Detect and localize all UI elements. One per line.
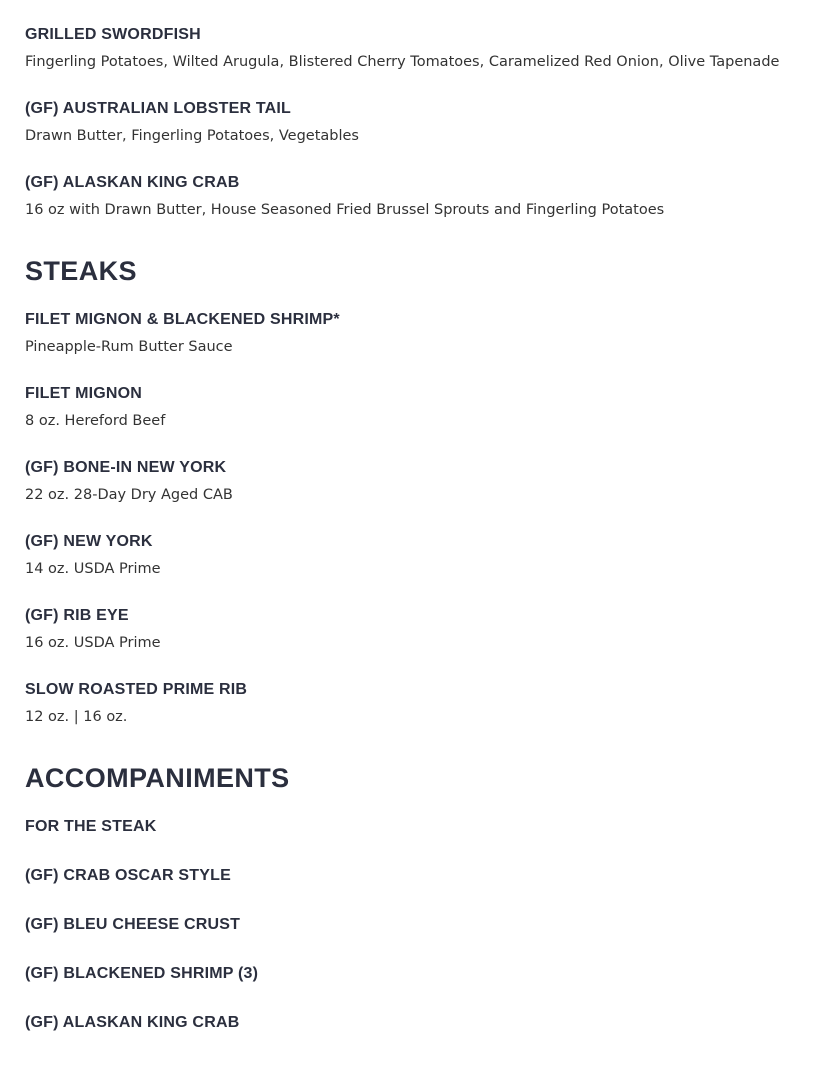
menu-item [25, 605, 830, 654]
menu-item [25, 816, 830, 837]
menu-item [25, 914, 830, 935]
menu-item-description: 22 oz. 28-Day Dry Aged CAB [25, 487, 233, 503]
section-title-accompaniments: ACCOMPANIMENTS [25, 763, 290, 793]
menu-item-description: 8 oz. Hereford Beef [25, 413, 166, 429]
menu-item-name: (GF) NEW YORK [25, 533, 153, 550]
menu-item-description: 16 oz with Drawn Butter, House Seasoned Fried Brussel Sprouts and Fingerling Potatoes [25, 202, 665, 218]
menu-item-name: (GF) ALASKAN KING CRAB [25, 174, 240, 191]
menu-item [25, 457, 830, 506]
menu-item-name: SLOW ROASTED PRIME RIB [25, 681, 248, 698]
menu-item [25, 24, 830, 73]
menu-item-name: (GF) RIB EYE [25, 607, 129, 624]
menu-item-description: Pineapple-Rum Butter Sauce [25, 339, 233, 355]
menu-item-name: FILET MIGNON & BLACKENED SHRIMP* [25, 311, 340, 328]
menu-item-name: FOR THE STEAK [25, 818, 157, 835]
menu-item-description: Fingerling Potatoes, Wilted Arugula, Blistered Cherry Tomatoes, Caramelized Red Onion, Olive Tapenade [25, 54, 780, 70]
menu-item-description: 14 oz. USDA Prime [25, 561, 161, 577]
menu-item-name: (GF) ALASKAN KING CRAB [25, 1014, 240, 1031]
menu-item-name: (GF) BONE-IN NEW YORK [25, 459, 227, 476]
menu-item-name: (GF) BLACKENED SHRIMP (3) [25, 965, 259, 982]
menu-item-description: 12 oz. | 16 oz. [25, 709, 128, 725]
menu-item [25, 963, 830, 984]
menu-item-description: Drawn Butter, Fingerling Potatoes, Vegetables [25, 128, 359, 144]
menu-item [25, 679, 830, 728]
menu-item-name: (GF) CRAB OSCAR STYLE [25, 867, 231, 884]
menu-item-name: FILET MIGNON [25, 385, 143, 402]
menu-item-name: (GF) BLEU CHEESE CRUST [25, 916, 241, 933]
menu-item [25, 309, 830, 358]
menu-item-name: GRILLED SWORDFISH [25, 26, 201, 43]
menu-item [25, 383, 830, 432]
menu-item [25, 1012, 830, 1033]
menu-item [25, 172, 830, 221]
menu-item [25, 865, 830, 886]
menu-item-description: 16 oz. USDA Prime [25, 635, 161, 651]
menu-item-name: (GF) AUSTRALIAN LOBSTER TAIL [25, 100, 292, 117]
menu-item [25, 98, 830, 147]
section-title-steaks: STEAKS [25, 256, 137, 286]
menu-item [25, 531, 830, 580]
